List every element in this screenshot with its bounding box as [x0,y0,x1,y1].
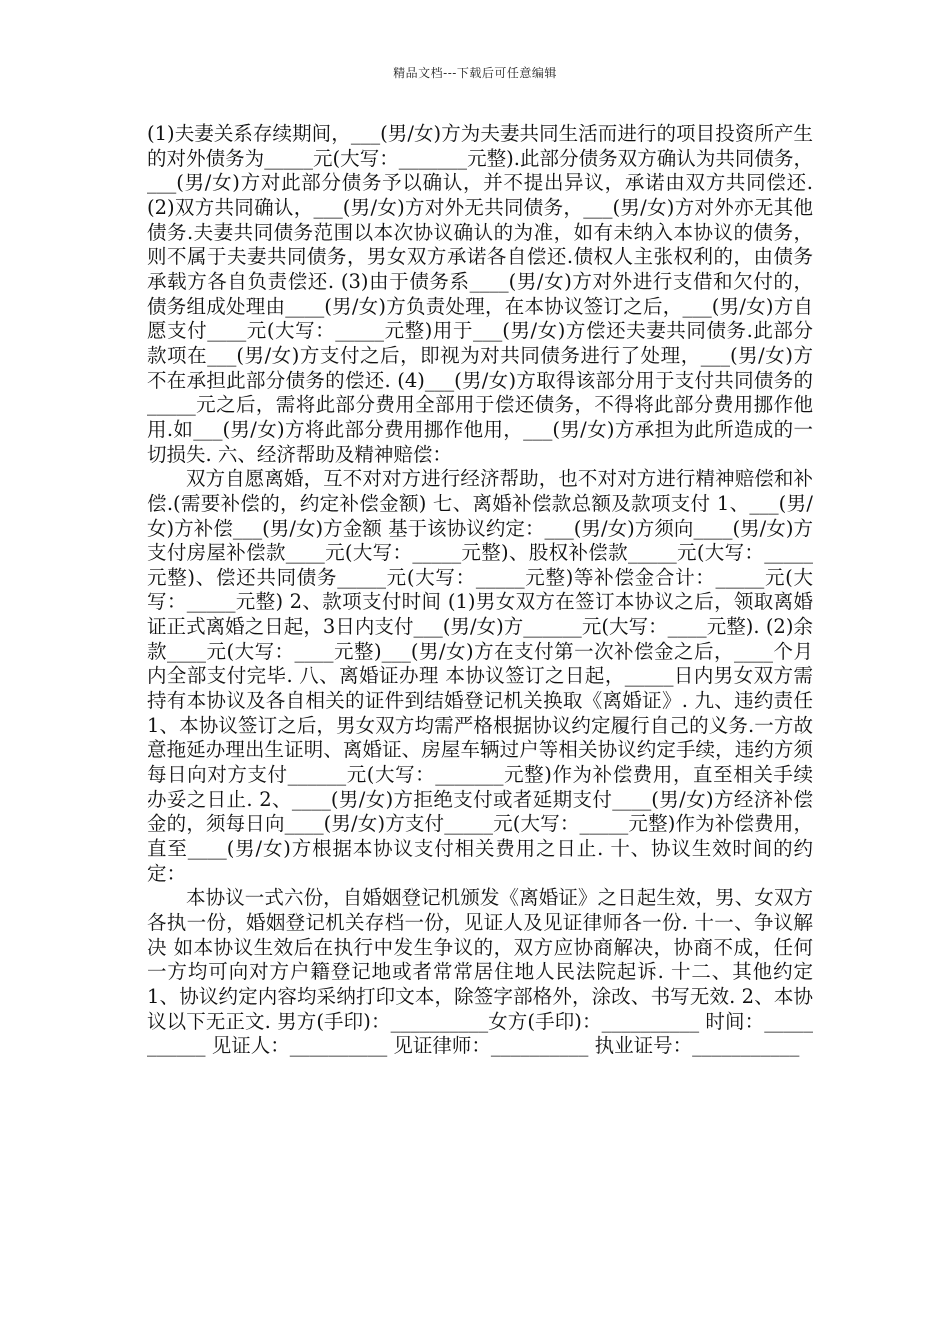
document-body [147,122,813,1059]
document-paragraph: (1)夫妻关系存续期间，___(男/女)方为夫妻共同生活而进行的项目投资所产生的对外债务为_____元(大写：_______元整).此部分债务双方确认为共同债务，___(男/女)方对此部分债务予以确认，并不提出异议，承诺由双方共同偿还. (2)双方共同确认，___(男/女)方对外无共同债务，___(男/女)方对外亦无其他债务.夫妻共同债务范围以本次协议确认的为准，如有未纳入本协议的债务，则不属于夫妻共同债务，男女双方承诺各自偿还.债权人主张权利的，由债务承载方各自负责偿还. (3)由于债务系____(男/女)方对外进行支借和欠付的，债务组成处理由____(男/女)方负责处理，在本协议签订之后，___(男/女)方自愿支付____元(大写：_____元整)用于___(男/女)方偿还夫妻共同债务.此部分款项在___(男/女)方支付之后，即视为对共同债务进行了处理，___(男/女)方不在承担此部分债务的偿还. (4)___(男/女)方取得该部分用于支付共同债务的_____元之后，需将此部分费用全部用于偿还债务，不得将此部分费用挪作他用.如___(男/女)方将此部分费用挪作他用，___(男/女)方承担为此所造成的一切损失. 六、经济帮助及精神赔偿： [147,122,813,466]
page-header: 精品文档---下载后可任意编辑 [393,66,557,80]
document-paragraph: 本协议一式六份，自婚姻登记机颁发《离婚证》之日起生效，男、女双方各执一份，婚姻登记机关存档一份，见证人及见证律师各一份. 十一、争议解决 如本协议生效后在执行中发生争议的，双方应协商解决，协商不成，任何一方均可向对方户籍登记地或者常常居住地人民法院起诉. 十二、其他约定 1、协议约定内容均采纳打印文本，除签字部格外，涂改、书写无效. 2、本协议以下无正文. 男方(手印)：__________女方(手印)：__________ 时间：___________ 见证人：__________ 见证律师：__________ 执业证号：___________ [147,886,813,1058]
document-paragraph: 双方自愿离婚，互不对对方进行经济帮助，也不对对方进行精神赔偿和补偿.(需要补偿的，约定补偿金额) 七、离婚补偿款总额及款项支付 1、___(男/女)方补偿___(男/女)方金额 基于该协议约定：___(男/女)方须向____(男/女)方支付房屋补偿款____元(大写：_____元整)、股权补偿款_____元(大写：_____元整)、偿还共同债务_____元(大写：_____元整)等补偿金合计：_____元(大写：_____元整) 2、款项支付时间 (1)男女双方在签订本协议之后，领取离婚证正式离婚之日起，3日内支付___(男/女)方______元(大写：____元整). (2)余款____元(大写：____元整)___(男/女)方在支付第一次补偿金之后，____个月内全部支付完毕. 八、离婚证办理 本协议签订之日起，_____日内男女双方需持有本协议及各自相关的证件到结婚登记机关换取《离婚证》. 九、违约责任 1、本协议签订之后，男女双方均需严格根据协议约定履行自己的义务.一方故意拖延办理出生证明、离婚证、房屋车辆过户等相关协议约定手续，违约方须每日向对方支付______元(大写：_______元整)作为补偿费用，直至相关手续办妥之日止. 2、____(男/女)方拒绝支付或者延期支付____(男/女)方经济补偿金的，须每日向____(男/女)方支付_____元(大写：_____元整)作为补偿费用，直至____(男/女)方根据本协议支付相关费用之日止. 十、协议生效时间的约定： [147,467,813,885]
